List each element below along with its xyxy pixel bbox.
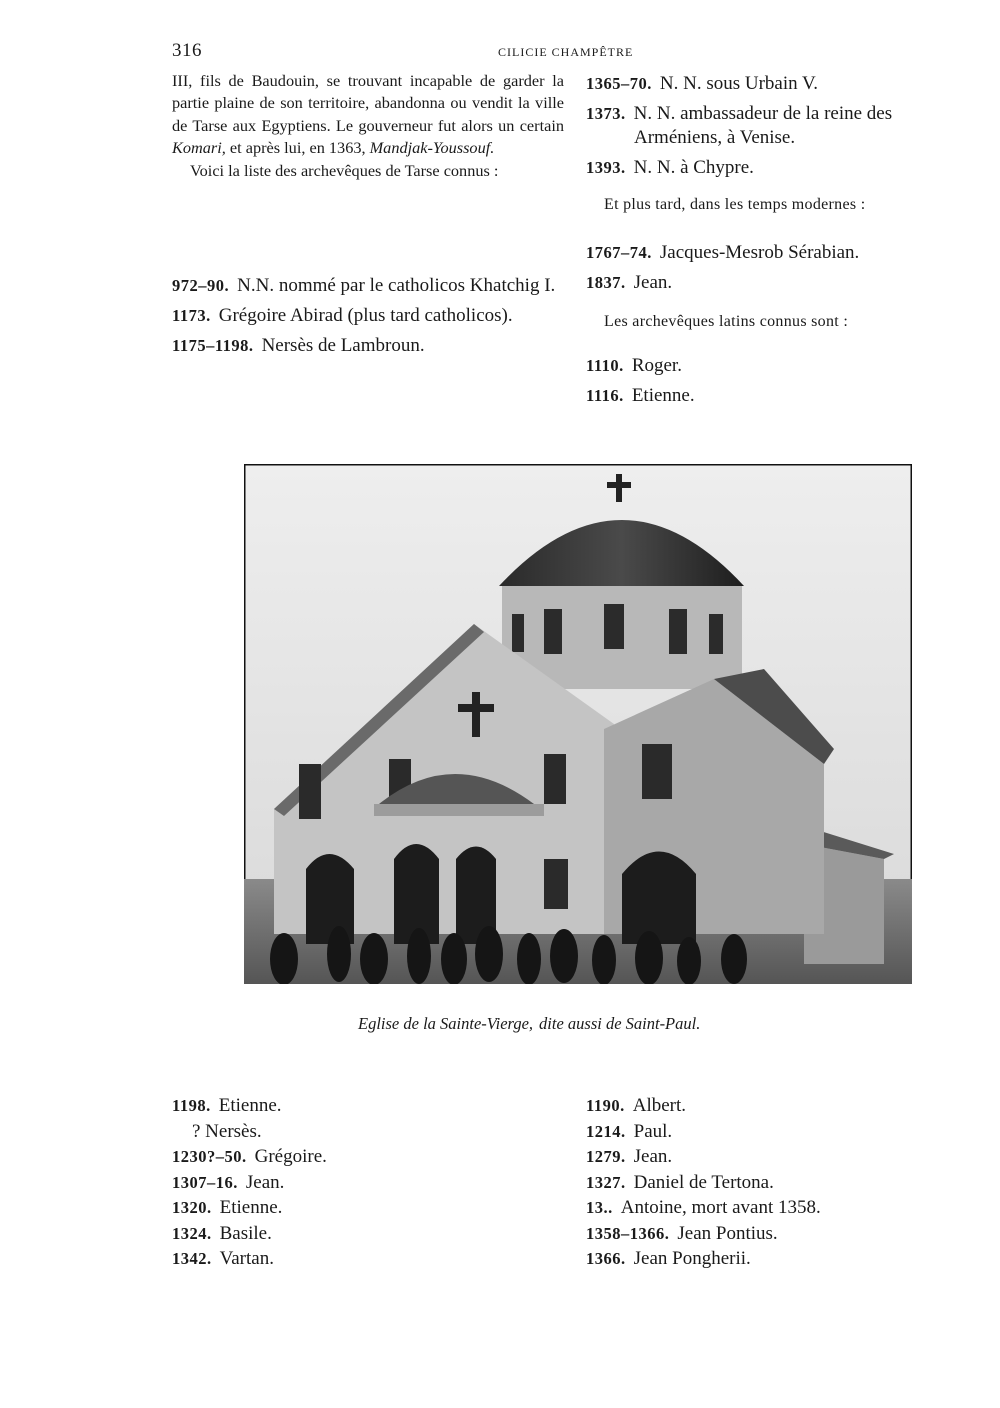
entry-year: 1175–1198.	[172, 336, 254, 355]
entry-text: Grégoire Abirad (plus tard catholicos).	[218, 305, 513, 326]
list-item	[172, 304, 567, 328]
entry-text: Jean Pongherii.	[633, 1248, 751, 1269]
entry-text: N. N. ambassadeur de la reine des Arméniens, à Venise.	[633, 103, 893, 148]
intro-text-1	[172, 70, 564, 160]
mandjak-name: Mandjak-Youssouf.	[369, 138, 495, 158]
caption-part-a: Eglise de la Sainte-Vierge,	[358, 1014, 534, 1033]
entry-text: Jacques-Mesrob Sérabian.	[659, 242, 860, 263]
list-item	[586, 1119, 966, 1145]
bottom-right-list	[586, 1093, 966, 1272]
entry-year: 1373.	[586, 104, 626, 123]
entry-year: 1214.	[586, 1121, 626, 1141]
page-number: 316	[172, 40, 202, 61]
intro-paragraph	[172, 70, 564, 182]
running-title: CILICIE CHAMPÊTRE	[498, 45, 634, 59]
intro-text-part: et après lui, en 1363,	[225, 138, 370, 158]
list-item	[172, 1221, 552, 1247]
entry-year: 1110.	[586, 356, 624, 375]
entry-text: Etienne.	[219, 1197, 283, 1218]
entry-year: 1393.	[586, 158, 626, 177]
list-item	[586, 102, 966, 150]
entry-year: 1366.	[586, 1249, 626, 1268]
modern-archbishops-list	[586, 241, 966, 301]
entry-year: 1198.	[172, 1096, 211, 1115]
list-item	[586, 156, 966, 180]
list-item	[172, 1144, 552, 1170]
entry-text: N. N. à Chypre.	[633, 157, 754, 178]
entry-text: Antoine, mort avant 1358.	[620, 1197, 821, 1218]
entry-year: 1307–16.	[172, 1172, 238, 1192]
intro-text-part: III, fils de Baudouin, se trouvant incapable de garder la partie plaine de son territoire, abandonna ou vendit la ville de Tarse aux Egyptiens. Le gouverneur fut alors un certain	[172, 71, 564, 135]
entry-text: N.N. nommé par le catholicos Khatchig I.	[237, 275, 556, 296]
latin-archbishops-note: Les archevêques latins connus sont :	[604, 313, 849, 330]
entry-year: 1767–74.	[586, 243, 652, 262]
list-item	[172, 1093, 552, 1119]
list-item	[172, 1246, 552, 1272]
list-item	[172, 1170, 552, 1196]
komari-name: Komari,	[172, 138, 226, 158]
entry-text: Jean.	[633, 272, 673, 293]
entry-text: N. N. sous Urbain V.	[659, 73, 819, 94]
entry-year: 1279.	[586, 1147, 626, 1166]
list-item	[172, 274, 567, 298]
list-item	[586, 1195, 966, 1221]
entry-text: Vartan.	[219, 1248, 274, 1269]
entry-year: 13..	[586, 1198, 613, 1217]
entry-year: 1327.	[586, 1172, 626, 1192]
entry-text: Basile.	[219, 1222, 272, 1244]
entry-text: Albert.	[632, 1095, 687, 1116]
entry-text: Jean Pontius.	[677, 1222, 778, 1244]
list-item	[586, 1246, 966, 1272]
list-item	[172, 1195, 552, 1221]
entry-year: 1116.	[586, 386, 624, 405]
entry-year: 1365–70.	[586, 74, 652, 93]
entry-year: 1358–1366.	[586, 1223, 670, 1243]
list-item	[586, 384, 966, 408]
list-item	[172, 334, 567, 358]
armenian-archbishops-list-continued	[586, 72, 966, 186]
church-photograph	[244, 464, 912, 984]
modern-times-note: Et plus tard, dans les temps modernes :	[604, 196, 866, 213]
entry-text: Etienne.	[631, 385, 695, 406]
list-item	[586, 1144, 966, 1170]
armenian-archbishops-list	[172, 274, 567, 364]
entry-text: Jean.	[245, 1171, 285, 1193]
latin-archbishops-list	[586, 354, 966, 414]
list-item	[586, 1221, 966, 1247]
list-item	[586, 354, 966, 378]
entry-year: 1324.	[172, 1223, 212, 1243]
entry-text: ? Nersès.	[192, 1120, 262, 1142]
list-item	[586, 1093, 966, 1119]
entry-year: 1320.	[172, 1198, 212, 1217]
entry-text: Nersès de Lambroun.	[261, 335, 425, 356]
entry-year: 1173.	[172, 306, 211, 325]
list-item	[586, 241, 966, 265]
entry-year: 1342.	[172, 1249, 212, 1268]
entry-year: 1190.	[586, 1096, 625, 1115]
entry-text: Daniel de Tertona.	[633, 1171, 774, 1193]
entry-text: Etienne.	[218, 1095, 282, 1116]
entry-year: 1230?–50.	[172, 1147, 247, 1166]
entry-text: Paul.	[633, 1120, 673, 1142]
figure-caption	[358, 1014, 706, 1034]
entry-text: Roger.	[631, 355, 682, 376]
list-item	[586, 1170, 966, 1196]
bottom-left-list	[172, 1093, 552, 1272]
list-item	[172, 1119, 552, 1145]
entry-text: Jean.	[633, 1146, 673, 1167]
entry-text: Grégoire.	[254, 1146, 327, 1167]
entry-year: 1837.	[586, 273, 626, 292]
intro-text-2: Voici la liste des archevêques de Tarse connus :	[190, 160, 499, 180]
list-item	[586, 72, 966, 96]
caption-part-b: dite aussi de Saint-Paul.	[539, 1014, 701, 1033]
list-item	[586, 271, 966, 295]
entry-year: 972–90.	[172, 276, 230, 295]
